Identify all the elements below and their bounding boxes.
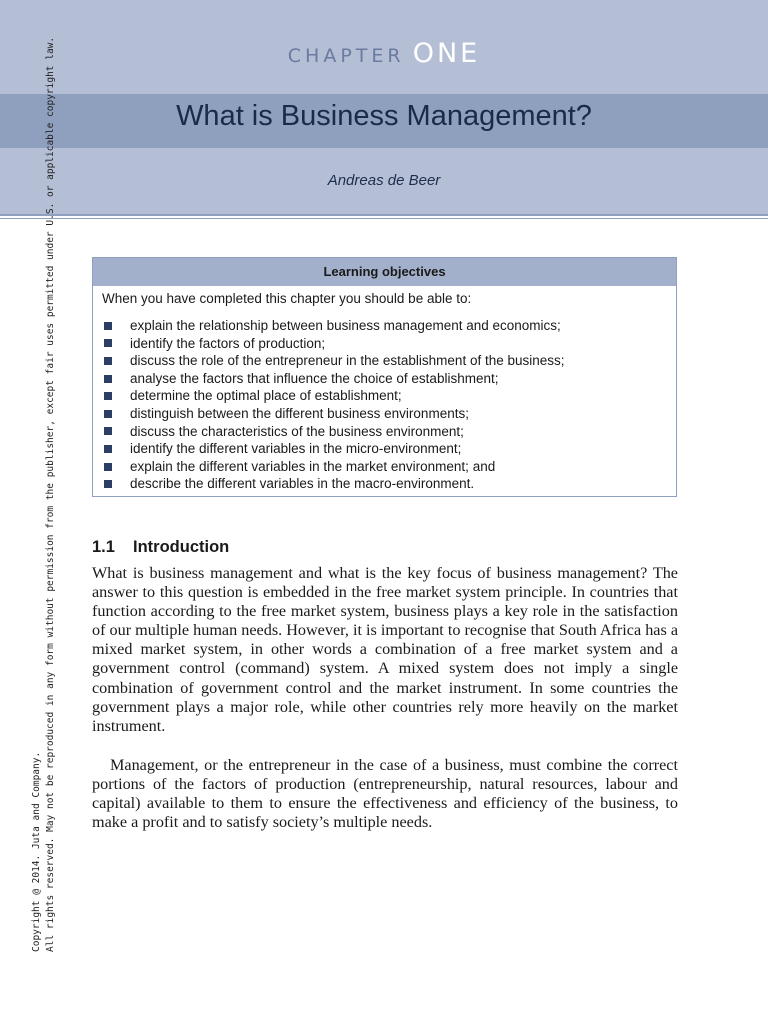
square-bullet-icon xyxy=(104,427,112,435)
list-item-text: identify the factors of production; xyxy=(130,335,326,351)
copyright-line-2: All rights reserved. May not be reproduced in any form without permission from the publisher, except fair uses permitted under U.S. or applicable copyright law. xyxy=(45,36,56,952)
list-item-text: determine the optimal place of establishment; xyxy=(130,388,402,404)
list-item-text: discuss the characteristics of the business environment; xyxy=(130,423,464,439)
copyright-notice xyxy=(30,37,58,952)
chapter-number: ONE xyxy=(412,38,481,69)
list-item xyxy=(102,405,565,423)
square-bullet-icon xyxy=(104,322,112,330)
header-divider-thin xyxy=(0,218,768,219)
section-number: 1.1 xyxy=(92,538,115,556)
square-bullet-icon xyxy=(104,445,112,453)
section-heading xyxy=(92,538,229,557)
square-bullet-icon xyxy=(104,375,112,383)
list-item xyxy=(102,335,565,353)
list-item xyxy=(102,387,565,405)
list-item-text: identify the different variables in the micro-environment; xyxy=(130,441,462,457)
list-item-text: explain the relationship between business management and economics; xyxy=(130,318,561,333)
square-bullet-icon xyxy=(104,410,112,418)
list-item-text: analyse the factors that influence the choice of establishment; xyxy=(130,370,499,386)
body-paragraph-2: Management, or the entrepreneur in the case of a business, must combine the correct portions of the factors of production (entrepreneurship, natural resources, labour and capital) available to them to ensure the effectiveness and efficiency of the business, to make a profit and to satisfy society’s multiple needs. xyxy=(92,756,678,832)
header-divider xyxy=(0,214,768,216)
section-title: Introduction xyxy=(133,538,230,556)
learning-objectives-heading: Learning objectives xyxy=(93,258,676,286)
list-item xyxy=(102,458,565,476)
list-item-text: distinguish between the different business environments; xyxy=(130,405,469,421)
list-item-text: discuss the role of the entrepreneur in the establishment of the business; xyxy=(130,353,565,369)
square-bullet-icon xyxy=(104,339,112,347)
body-paragraph-1: What is business management and what is the key focus of business management? The answer to this question is embedded in the free market system principle. In countries that function according to the free market system, business plays a key role in the satisfaction of our multiple human needs. However, it is important to recognise that South Africa has a mixed market system, in other words a combination of a free market system and a government control (command) system. A mixed system does not imply a single combination of government control and the market instrument. In some countries the government plays a major role, while other countries rely more heavily on the market instrument. xyxy=(92,564,679,735)
list-item xyxy=(102,370,565,388)
chapter-label xyxy=(0,38,768,69)
square-bullet-icon xyxy=(104,392,112,400)
list-item xyxy=(102,440,565,458)
learning-objectives-intro: When you have completed this chapter you should be able to: xyxy=(102,291,472,306)
square-bullet-icon xyxy=(104,357,112,365)
list-item xyxy=(102,352,565,370)
copyright-line-1: Copyright @ 2014. Juta and Company. xyxy=(31,751,42,952)
learning-objectives-box xyxy=(92,257,677,497)
chapter-word: CHAPTER xyxy=(287,45,405,67)
chapter-title: What is Business Management? xyxy=(176,100,592,132)
list-item-text: describe the different variables in the macro-environment. xyxy=(130,476,475,492)
list-item-text: explain the different variables in the market environment; and xyxy=(130,458,496,474)
square-bullet-icon xyxy=(104,480,112,488)
learning-objectives-list xyxy=(102,317,565,493)
chapter-author: Andreas de Beer xyxy=(327,172,441,189)
list-item xyxy=(102,423,565,441)
list-item xyxy=(102,475,565,493)
square-bullet-icon xyxy=(104,463,112,471)
list-item xyxy=(102,317,565,335)
